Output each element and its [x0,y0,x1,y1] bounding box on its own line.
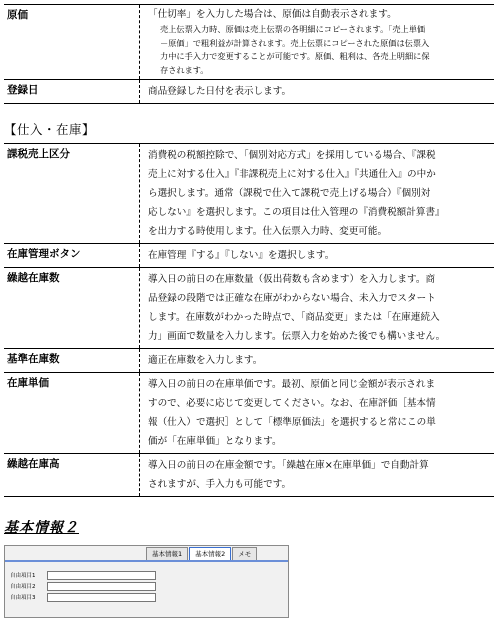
text-line: されますが、手入力も可能です。 [148,479,292,490]
text-line: 力」画面で数量を入力します。伝票入力を始めた後でも構いません。 [148,331,446,342]
row-value [140,373,495,454]
row-value [140,244,495,268]
text-line: 導入日の前日の在庫数量（仮出荷数も含めます）を入力します。商 [148,274,436,285]
form-row [10,570,156,580]
tab-basic-info-1[interactable]: 基本情報1 [146,547,188,561]
text-line: 売上に対する仕入』『非課税売上に対する仕入』『共通仕入』の中か [148,169,436,180]
text-line: 導入日の前日の在庫単価です。最初、原価と同じ金額が表示されま [148,379,436,390]
text-line: ら選択します。通常（課税で仕入て課税で売上げる場合）『個別対 [148,188,431,199]
free-field-1-input[interactable] [47,571,156,580]
table-row [4,80,494,104]
text-line: 価が「在庫単価」となります。 [148,436,282,447]
row-value [140,80,495,104]
form-row [10,581,156,591]
text-line: 応しない』を選択します。この項目は仕入管理の『消費税額計算書』 [148,207,445,218]
text-line: 品登録の段階では正確な在庫がわからない場合、未入力でスタート [148,293,436,304]
row-value [140,268,495,349]
table-row [4,144,494,244]
row-key: 課税売上区分 [4,144,140,244]
text-line: します。在庫数がわかった時点で、「商品変更」または「在庫連続入 [148,312,440,323]
row-key: 繰越在庫数 [4,268,140,349]
tab-bar [146,547,258,561]
free-field-label: 自由項目1 [10,573,36,579]
text-line: 存されます。 [160,64,209,75]
text-line: 報（仕入）で選択］として「標準原価法」を選択すると常にこの単 [148,417,436,428]
spec-table-general [4,4,494,104]
text-line: 在庫管理『する』『しない』を選択します。 [148,250,335,261]
section-heading: 基本情報２ [4,520,79,536]
text-line: を出力する時使用します。仕入伝票入力時、変更可能。 [148,226,388,237]
table-row [4,268,494,349]
text-line: －原価」で粗利益が計算されます。売上伝票にコピーされた原価は伝票入 [160,37,430,48]
text-line: 「仕切率」を入力した場合は、原価は自動表示されます。 [148,9,397,20]
row-key: 登録日 [4,80,140,104]
row-value [140,454,495,497]
tab-memo[interactable]: メモ [232,547,257,561]
row-key: 在庫管理ボタン [4,244,140,268]
row-value [140,349,495,373]
row-value [140,5,495,80]
spec-table-stock [4,143,494,497]
table-row [4,349,494,373]
row-key: 基準在庫数 [4,349,140,373]
free-field-label: 自由項目3 [10,595,36,601]
document-page [4,4,494,618]
row-key: 原価 [4,5,140,80]
text-line: 適正在庫数を入力します。 [148,355,263,366]
free-field-label: 自由項目2 [10,584,36,590]
row-value [140,144,495,244]
text-line: 商品登録した日付を表示します。 [148,86,292,97]
table-row [4,373,494,454]
text-line: すので、必要に応じて変更してください。なお、在庫評価［基本情 [148,398,436,409]
row-key: 在庫単価 [4,373,140,454]
text-line: 売上伝票入力時、原価は売上伝票の各明細にコピーされます。「売上単価 [160,24,426,34]
table-row [4,244,494,268]
text-line: 消費税の税額控除で、「個別対応方式」を採用している場合、『課税 [148,150,436,161]
free-fields-form [10,570,156,603]
table-row [4,5,494,80]
tab-basic-info-2[interactable]: 基本情報2 [189,547,231,561]
form-screenshot-panel [4,545,289,618]
text-line: 導入日の前日の在庫金額です。「繰越在庫×在庫単価」で自動計算 [148,460,429,471]
tab-underline [5,560,288,562]
row-key: 繰越在庫高 [4,454,140,497]
section-heading: 【仕入・在庫】 [4,122,96,137]
text-line: 力中に手入力で変更することが可能です。原価、粗利は、各売上明細に保 [160,51,430,61]
free-field-3-input[interactable] [47,593,156,602]
free-field-2-input[interactable] [47,582,156,591]
table-row [4,454,494,497]
